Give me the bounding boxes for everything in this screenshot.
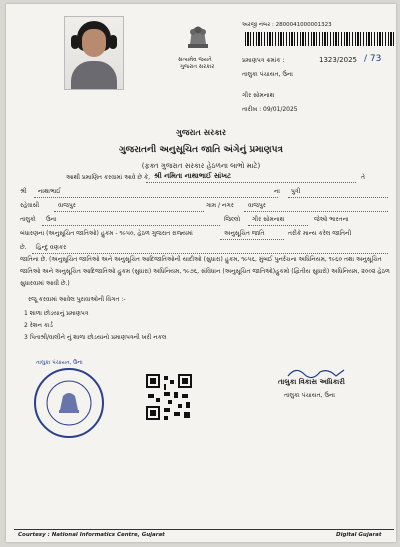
office-line: તાલુકા પંચાયત, ઉના <box>242 71 293 78</box>
document-item: 2 રેશન કાર્ડ <box>24 322 53 329</box>
footer-divider <box>14 529 394 530</box>
certificate-page <box>6 4 396 542</box>
district-label: જિલ્લો <box>224 216 241 223</box>
signatory-office: તાલુકા પંચાયત, ઉના <box>284 392 335 399</box>
relation-value: પુત્રી <box>291 188 301 195</box>
certificate-title: ગુજરાતની અનુસૂચિત જાતિ અંગેનું પ્રમાણપત્ર <box>119 145 283 155</box>
legal-paragraph: જાતિના છે. (અનુસૂચિત જાતિઓ અને અનુસૂચિત આદિજાતિઓની યાદીઓ (સુધારા) હુકમ, ૧૯૫૬, મુંબઈ પુનર્રચના અધિનિયમ, ૧૯૬૦ તથા અનુસૂચિત જાતિઓ અને અનુસૂચિત આદિજાતિઓ હુકમ (સુધારા) અધિનિયમ, ૧૯૭૬, સંવિધાન (અનુસૂચિત જાતિઓ)હુકમો (દ્વિતીય સુધારો) અધિનિયમ, ૨૦૦૨ હેઠળ સુધારવામાં આવી છે.) <box>20 256 390 287</box>
footer-courtesy: Courtesy : National Informatics Centre, Gujarat <box>18 532 165 538</box>
barcode <box>245 32 395 46</box>
emblem-motto: સત્યમેવ જયતે <box>178 57 212 63</box>
cert-no-label: પ્રમાણપત્ર ક્રમાંક : <box>242 57 285 64</box>
taluka-value: ઉના <box>46 216 57 223</box>
father-name: નાથાભાઈ <box>38 188 61 195</box>
applicant-photo <box>64 16 124 90</box>
caste-type: અનુસૂચિત જાતિ <box>224 230 265 237</box>
document-item: 1 શાળા છોડયાનું પ્રમાણપત્ર <box>24 310 89 317</box>
certify-suffix: તે <box>361 174 365 181</box>
document-item: 3 પિતાશ્રી/વાલીને નું શાળા છોડયાનો પ્રમાણપત્રની ખરી નકલ <box>24 334 167 341</box>
state-suffix: તરીકે માન્ય કરેલ જાતિની <box>288 230 352 237</box>
cert-no-value: 1323/2025 <box>319 56 357 64</box>
father-prefix: શ્રી <box>20 188 27 195</box>
village-label: ગામ / નગર <box>206 202 234 209</box>
state-emblem-icon <box>178 22 218 56</box>
seal-text: તાલુકા પંચાયત, ઉના <box>36 360 83 366</box>
state-line: બંધારણના (અનુસૂચિત જાતિઓ) હુકમ - ૧૯૫૦, હેઠળ ગુજરાત રાજ્યમાં <box>20 230 193 237</box>
signatory-title: તાલુકા વિકાસ અધિકારી <box>278 378 345 386</box>
caste-prefix: છે. <box>20 244 27 251</box>
certificate-subtitle: (ફક્ત ગુજરાત સરકાર હેઠળના લાભો માટે) <box>141 162 261 170</box>
caste-value: હિન્દુ વણકર <box>36 244 67 251</box>
emblem-subtitle: ગુજરાત સરકાર <box>180 64 215 70</box>
official-seal-icon <box>32 366 106 440</box>
district-value: ગીર સોમનાથ <box>252 216 285 223</box>
resident-label: રહેવાસી <box>20 202 40 209</box>
documents-heading: રજૂ કરવામાં આવેલ પુરાવાઓની વિગત :- <box>28 296 126 303</box>
government-title: ગુજરાત સરકાર <box>176 128 226 137</box>
cert-no-handwritten: / 73 <box>364 54 382 64</box>
taluka-label: તાલુકો <box>20 216 36 223</box>
jurisdiction: ગીર સોમનાથ <box>242 92 275 99</box>
relation-label: ના <box>274 188 280 195</box>
village-value: વાજપુર <box>248 202 266 209</box>
certify-prefix: આથી પ્રમાણિત કરવામાં આવે છે કે, <box>66 174 151 181</box>
application-number: અરજી નંબર : 2800041000001323 <box>242 22 332 28</box>
state-label: જેઓ ભારતના <box>314 216 349 223</box>
issue-date: તારીખ : 09/01/2025 <box>242 106 298 113</box>
applicant-name: શ્રી નમિતા નાથાભાઈ સાંખટ <box>154 172 232 180</box>
qr-code-icon <box>146 374 192 420</box>
footer-brand: Digital Gujarat <box>336 532 382 538</box>
resident-value: વાજપુર <box>58 202 76 209</box>
